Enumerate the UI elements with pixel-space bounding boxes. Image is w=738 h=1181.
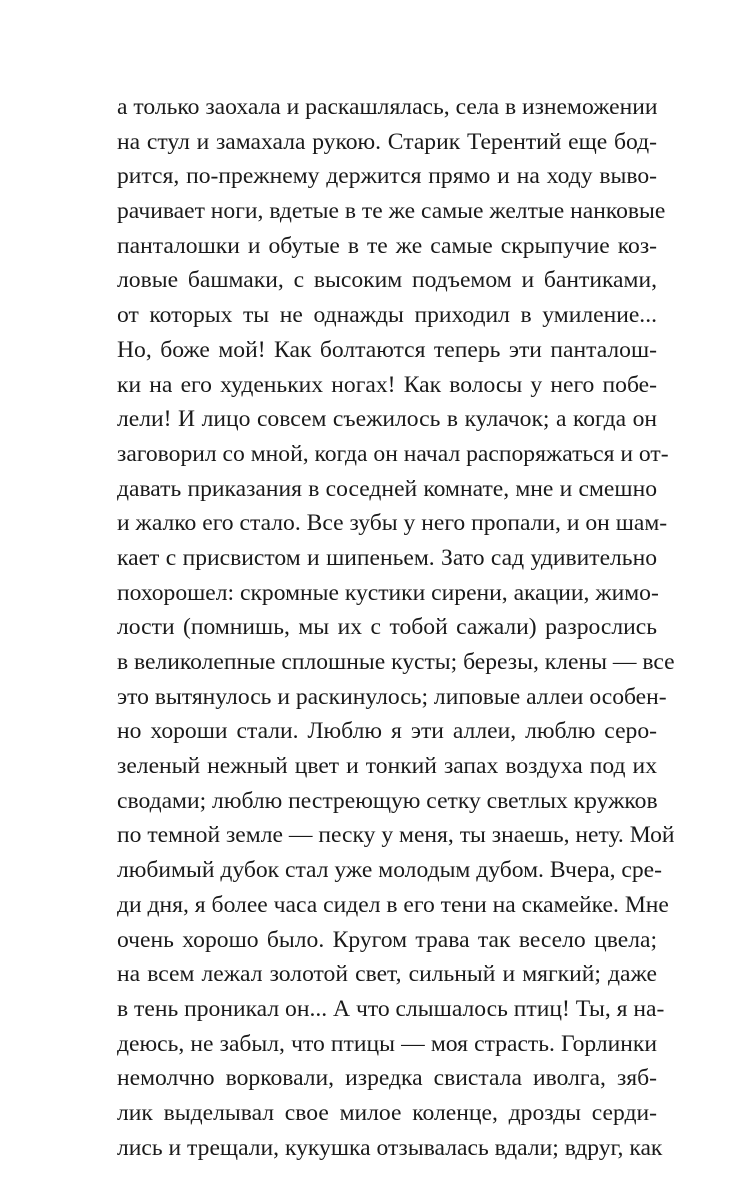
text-line: лись и трещали, кукушка отзывалась вдали; вдруг, как — [117, 1134, 663, 1161]
text-line: в великолепные сплошные кусты; березы, клены — все — [117, 649, 675, 675]
text-line: от которых ты не однажды приходил в умиление... — [117, 302, 657, 329]
text-line: в тень проникал он... А что слышалось птиц! Ты, я на- — [117, 995, 665, 1022]
text-line: ки на его худеньких ногах! Как волосы у него побе- — [117, 371, 657, 398]
text-line: любимый дубок стал уже молодым дубом. Вчера, сре- — [117, 857, 662, 884]
text-line: сводами; люблю пестреющую сетку светлых кружков — [117, 787, 658, 814]
text-line: ди дня, я более часа сидел в его тени на скамейке. Мне — [117, 891, 669, 918]
text-line: и жалко его стало. Все зубы у него пропали, и он шам- — [117, 510, 668, 537]
text-line: похорошел: скромные кустики сирени, акации, жимо- — [117, 579, 659, 606]
text-line: а только заохала и раскашлялась, села в изнеможении — [117, 94, 658, 120]
text-line: заговорил со мной, когда он начал распоряжаться и от- — [117, 440, 669, 467]
text-line: рачивает ноги, вдетые в те же самые желтые нанковые — [117, 198, 666, 225]
text-line: давать приказания в соседней комнате, мне и смешно — [117, 475, 657, 502]
text-line: на стул и замахала рукою. Старик Терентий еще бод- — [117, 128, 657, 155]
text-line: деюсь, не забыл, что птицы — моя страсть. Горлинки — [117, 1030, 657, 1057]
text-line: это вытянулось и раскинулось; липовые аллеи особен- — [117, 683, 667, 710]
text-line: зеленый нежный цвет и тонкий запах воздуха под их — [117, 753, 657, 780]
text-line: на всем лежал золотой свет, сильный и мягкий; даже — [117, 961, 657, 988]
text-line: лости (помнишь, мы их с тобой сажали) разрослись — [117, 614, 657, 641]
text-line: рится, по-прежнему держится прямо и на ходу выво- — [117, 163, 657, 190]
text-line: панталошки и обутые в те же самые скрыпучие коз- — [117, 232, 657, 259]
text-line: кает с присвистом и шипеньем. Зато сад удивительно — [117, 544, 657, 571]
text-line: ловые башмаки, с высоким подъемом и бантиками, — [117, 267, 657, 294]
text-line: очень хорошо было. Кругом трава так весело цвела; — [117, 926, 657, 953]
text-line: лик выделывал свое милое коленце, дрозды серди- — [117, 1099, 657, 1126]
text-line: но хороши стали. Люблю я эти аллеи, люблю серо- — [117, 718, 657, 745]
text-line: по темной земле — песку у меня, ты знаешь, нету. Мой — [117, 822, 675, 849]
text-line: Но, боже мой! Как болтаются теперь эти панталош- — [117, 336, 657, 363]
text-line: лели! И лицо совсем съежилось в кулачок; а когда он — [117, 406, 657, 433]
text-line: немолчно ворковали, изредка свистала иволга, зяб- — [117, 1065, 657, 1092]
body-text — [117, 90, 675, 1165]
